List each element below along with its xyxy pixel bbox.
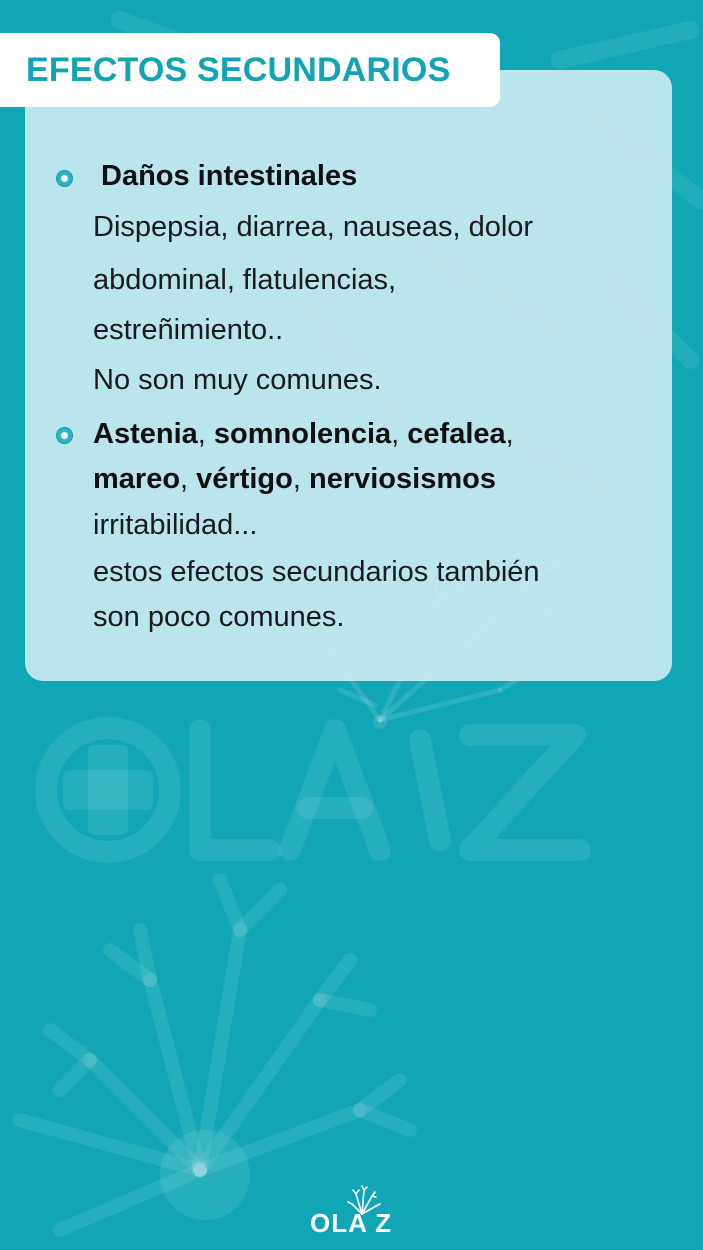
item-heading-line-2 xyxy=(93,462,496,496)
item-text-line: irritabilidad... xyxy=(93,509,258,541)
heading-separator: , xyxy=(180,463,197,495)
heading-separator: , xyxy=(505,418,514,450)
logo-text: OLA Z xyxy=(309,1208,393,1238)
item-text-line: No son muy comunes. xyxy=(93,364,382,396)
heading-term: mareo xyxy=(93,463,181,495)
medical-cross-icon xyxy=(63,745,153,835)
olaiz-logo xyxy=(296,1184,406,1240)
heading-term: cefalea xyxy=(407,418,506,450)
heading-term: somnolencia xyxy=(213,418,392,450)
item-text-line: son poco comunes. xyxy=(93,601,345,633)
heading-separator: , xyxy=(292,463,309,495)
heading-term: Astenia xyxy=(93,418,198,450)
item-heading-line-1 xyxy=(93,417,514,451)
item-text-line: estos efectos secundarios también xyxy=(93,556,540,588)
heading-separator: , xyxy=(197,418,214,450)
bullet-icon xyxy=(56,427,73,444)
content-card xyxy=(25,70,672,681)
item-text-line: estreñimiento.. xyxy=(93,314,284,346)
heading-term: nerviosismos xyxy=(308,463,496,495)
bullet-icon xyxy=(56,170,73,187)
heading-separator: , xyxy=(391,418,408,450)
heading-term: vértigo xyxy=(196,463,293,495)
item-text-line: abdominal, flatulencias, xyxy=(93,264,397,296)
page-title: EFECTOS SECUNDARIOS xyxy=(26,51,451,89)
item-heading: Daños intestinales xyxy=(101,160,358,192)
item-text-line: Dispepsia, diarrea, nauseas, dolor xyxy=(93,211,534,243)
section-title-tab xyxy=(0,33,500,107)
